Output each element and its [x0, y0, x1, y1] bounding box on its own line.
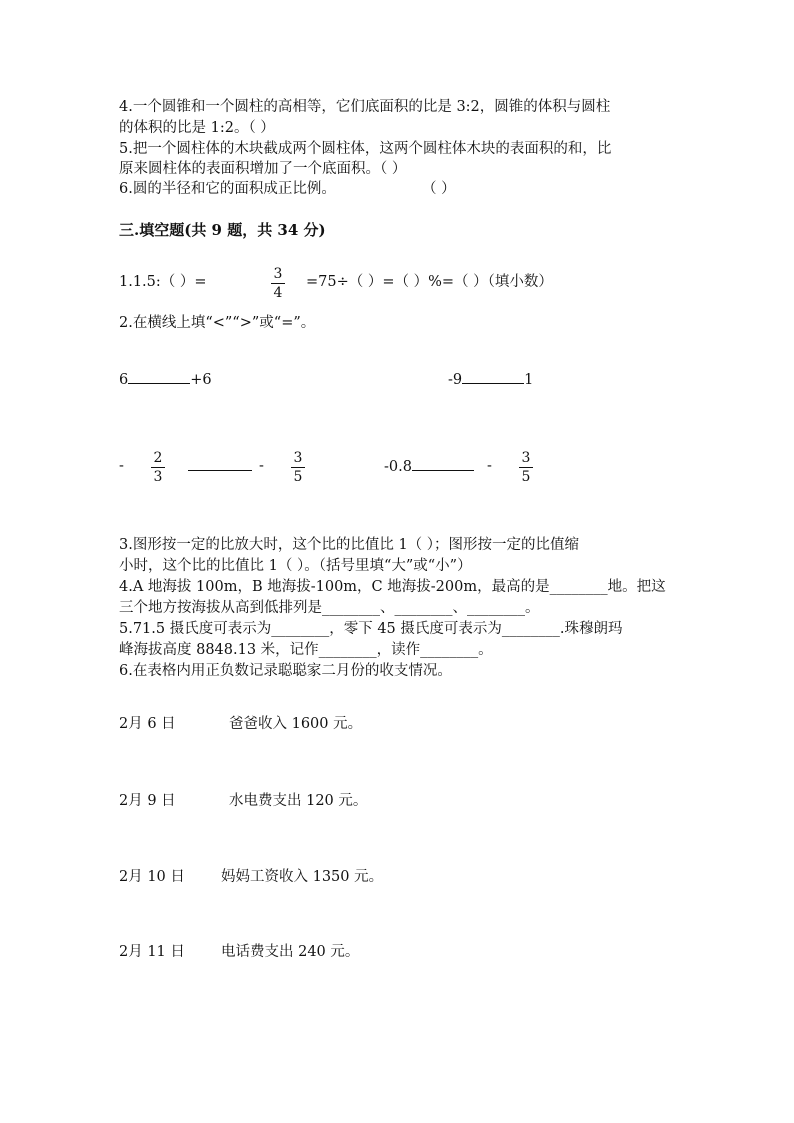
compare-c-sign2: - [259, 458, 264, 474]
judge-q6-answer-paren: （ ） [422, 181, 456, 197]
fraction-numerator: 3 [293, 450, 303, 466]
fill-q2-text: 2.在横线上填“<”“>”或“=”。 [119, 315, 316, 331]
record-desc: 妈妈工资收入 1350 元。 [221, 869, 384, 885]
fraction-numerator: 3 [273, 266, 283, 282]
compare-c-fraction1 [151, 450, 165, 485]
fraction-bar [291, 467, 305, 468]
compare-b-left: -9 [448, 372, 463, 388]
compare-c-sign1: - [119, 458, 124, 474]
record-date: 2月 6 日 [119, 716, 176, 732]
record-desc: 电话费支出 240 元。 [221, 944, 360, 960]
fill-q5-line2: 峰海拔高度 8848.13 米，记作________，读作________。 [119, 642, 493, 658]
fraction-denominator: 5 [521, 469, 531, 485]
judge-q4-line2: 的体积的比是 1:2。（ ） [119, 120, 275, 136]
compare-b-right: 1 [524, 372, 534, 388]
record-desc: 爸爸收入 1600 元。 [229, 716, 363, 732]
fraction-bar [271, 283, 285, 284]
fraction-bar [151, 467, 165, 468]
compare-d-left: -0.8 [384, 459, 412, 475]
compare-a-left: 6 [119, 372, 129, 388]
fraction-denominator: 3 [153, 469, 163, 485]
judge-q5-line2: 原来圆柱体的表面积增加了一个底面积。（ ） [119, 161, 407, 177]
compare-c-fraction2 [291, 450, 305, 485]
answer-blank[interactable] [188, 456, 252, 471]
compare-d [384, 456, 474, 477]
compare-a [119, 369, 212, 390]
fraction-bar [519, 467, 533, 468]
fill-q1-fraction [271, 266, 285, 301]
fill-q6-text: 6.在表格内用正负数记录聪聪家二月份的收支情况。 [119, 663, 452, 679]
record-date: 2月 11 日 [119, 944, 185, 960]
fraction-denominator: 5 [293, 469, 303, 485]
section-title: 三.填空题(共 9 题，共 34 分) [119, 221, 326, 239]
compare-b [448, 369, 533, 390]
compare-a-right: +6 [190, 372, 212, 388]
judge-q4-line1: 4.一个圆锥和一个圆柱的高相等，它们底面积的比是 3:2，圆锥的体积与圆柱 [119, 99, 611, 115]
compare-d-fraction [519, 450, 533, 485]
fill-q1-suffix: =75÷（ ）=（ ）%=（ ）（填小数） [306, 274, 553, 290]
compare-d-sign: - [487, 458, 492, 474]
fraction-numerator: 2 [153, 450, 163, 466]
answer-blank[interactable] [128, 369, 190, 384]
fill-q5-line1: 5.71.5 摄氏度可表示为________，零下 45 摄氏度可表示为________.珠穆朗玛 [119, 621, 623, 637]
fill-q1-prefix: 1.1.5:（ ）= [119, 274, 207, 290]
fill-q3-line2: 小时，这个比的比值比 1（ ）。（括号里填“大”或“小”） [119, 558, 472, 574]
judge-q5-line1: 5.把一个圆柱体的木块截成两个圆柱体，这两个圆柱体木块的表面积的和，比 [119, 141, 612, 157]
record-desc: 水电费支出 120 元。 [229, 793, 368, 809]
fill-q4-line1: 4.A 地海拔 100m，B 地海拔-100m，C 地海拔-200m，最高的是________地。把这 [119, 579, 666, 595]
answer-blank[interactable] [412, 456, 474, 471]
record-date: 2月 9 日 [119, 793, 176, 809]
fill-q3-line1: 3.图形按一定的比放大时，这个比的比值比 1（ ）；图形按一定的比值缩 [119, 537, 580, 553]
answer-blank[interactable] [462, 369, 524, 384]
record-date: 2月 10 日 [119, 869, 185, 885]
fill-q4-line2: 三个地方按海拔从高到低排列是________、________、________。 [119, 600, 540, 616]
fraction-denominator: 4 [273, 285, 283, 301]
fraction-numerator: 3 [521, 450, 531, 466]
judge-q6-text: 6.圆的半径和它的面积成正比例。 [119, 181, 336, 197]
